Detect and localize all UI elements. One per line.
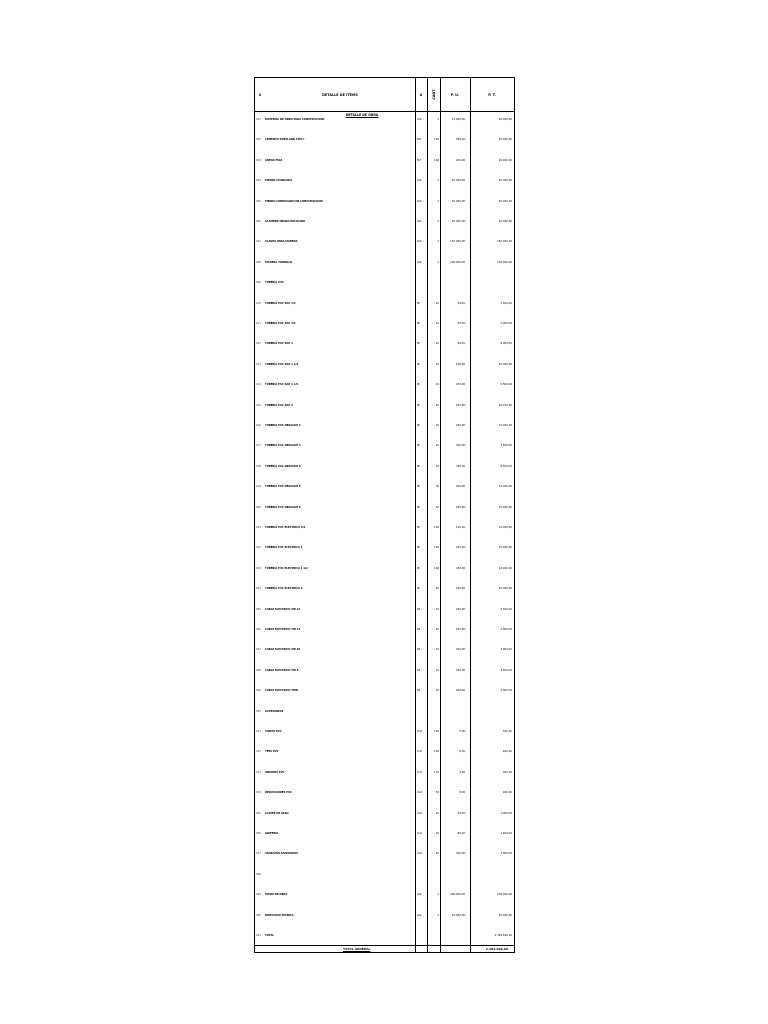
row-unit-price: 150,00 [455, 546, 465, 550]
row-description: ALAMBRE NEGRO RECOCIDO [265, 220, 306, 223]
row-amount: 12.000,00 [498, 526, 512, 529]
row-quantity: 20 [435, 811, 439, 815]
row-description: MATERIAL DE OBRA PARA CONSTRUCCION [265, 118, 325, 121]
row-unit-price: 450,00 [455, 505, 465, 509]
row-unit: Glb [417, 118, 422, 121]
row-unit: Rll [417, 607, 421, 611]
row-unit: M3 [417, 158, 421, 162]
row-number: 011 [256, 322, 261, 325]
row-unit-price: 30.000,00 [451, 199, 465, 203]
table-row [255, 812, 514, 815]
row-description: ACCESORIOS [265, 709, 284, 713]
row-number: 028 [256, 668, 261, 672]
row-unit: Und [417, 832, 423, 835]
row-description: LLAVES DE PASO [265, 811, 289, 815]
row-unit: Ml [417, 566, 420, 570]
row-quantity: 20 [435, 464, 439, 468]
row-quantity: 10 [435, 383, 439, 387]
row-number: 022 [256, 546, 261, 550]
row-unit: Ml [417, 424, 420, 427]
row-amount: 10.000,00 [498, 362, 512, 366]
row-unit-price: 180,00 [455, 566, 465, 570]
row-description: CLAVOS PARA MADERA [265, 240, 298, 244]
row-unit: Ml [417, 362, 420, 366]
row-description: TUBERIA PVC ELECTRICA 1 [265, 546, 303, 550]
row-quantity: 1 [437, 240, 439, 244]
row-number: 012 [256, 342, 261, 346]
row-amount: 20.000,00 [498, 158, 512, 162]
table-row [255, 730, 514, 733]
table-row [255, 179, 514, 182]
row-amount: 38.000,00 [498, 138, 512, 142]
table-row [255, 444, 514, 447]
row-description: FIERRO CORRUGADO DE CONSTRUCCION [265, 199, 323, 203]
row-unit-price: 350,00 [455, 668, 465, 672]
row-quantity: 50 [435, 791, 439, 795]
row-amount: 12.400,00 [498, 485, 512, 489]
row-quantity: 20 [435, 444, 439, 448]
row-description: TUBERIA PVC SAP 1/2 [265, 301, 296, 305]
row-amount: 2.500,00 [500, 607, 512, 611]
row-unit-price: 380,00 [455, 138, 465, 142]
row-quantity: 100 [434, 546, 439, 550]
row-unit-price: 50.000,00 [451, 913, 465, 917]
row-description: TEES PVC [265, 750, 279, 754]
table-row [255, 363, 514, 366]
row-unit: Ml [417, 403, 420, 407]
row-amount: 1.000,00 [500, 811, 512, 815]
row-quantity: 1 [437, 179, 439, 183]
table-row [255, 261, 514, 264]
row-quantity: 10 [435, 322, 439, 325]
row-number: 039 [256, 893, 261, 897]
row-amount: 500,00 [502, 730, 512, 733]
table-row [255, 281, 514, 284]
row-unit: Glb [417, 260, 422, 264]
column-divider [440, 78, 441, 952]
row-number: 009 [256, 281, 261, 285]
row-quantity: 10 [435, 689, 439, 693]
row-quantity: 10 [435, 403, 439, 407]
row-unit: Rll [417, 648, 421, 652]
row-unit-price: 300,00 [455, 648, 465, 652]
row-quantity: 10 [435, 668, 439, 672]
table-row [255, 710, 514, 713]
row-amount: 100.000,00 [497, 260, 512, 264]
row-number: 018 [256, 464, 261, 468]
table-row [255, 832, 514, 835]
row-amount: 30.000,00 [498, 199, 512, 203]
row-unit-price: 5,00 [459, 730, 465, 733]
header-unit: U [419, 92, 423, 97]
table-row [255, 587, 514, 590]
row-unit: Ml [417, 587, 420, 591]
row-number: 026 [256, 628, 261, 631]
table-row [255, 771, 514, 774]
footer-total: 2.384.690,00 [485, 947, 508, 951]
column-divider [415, 78, 416, 952]
row-quantity: 1 [437, 199, 439, 203]
row-unit-price: 50,00 [457, 301, 465, 305]
row-amount: 1.600,00 [500, 832, 512, 835]
column-divider [427, 78, 428, 952]
row-amount: 600,00 [502, 750, 512, 754]
row-number: 014 [256, 383, 261, 387]
row-number: 035 [256, 811, 261, 815]
row-unit: Ml [417, 342, 420, 346]
table-footer [255, 945, 514, 952]
table-row [255, 424, 514, 427]
row-unit: Glb [417, 179, 422, 183]
table-row [255, 485, 514, 488]
row-number: 010 [256, 301, 261, 305]
row-number: 002 [256, 138, 261, 142]
row-unit-price: 300,00 [455, 444, 465, 448]
row-unit: Und [417, 811, 423, 815]
table-row [255, 383, 514, 386]
row-unit-price: 200,00 [455, 628, 465, 631]
table-row [255, 934, 514, 937]
row-number: 027 [256, 648, 261, 652]
row-unit-price: 400,00 [455, 485, 465, 489]
row-amount: 10.000,00 [498, 587, 512, 591]
row-description: CABLE ELECTRICO TW 12 [265, 607, 301, 611]
row-quantity: 10 [435, 301, 439, 305]
row-description: CEMENTO PORTLAND TIPO I [265, 138, 305, 142]
header-qty: CANT [431, 89, 436, 100]
row-description: CABLE ELECTRICO TW 14 [265, 628, 301, 631]
row-unit: Glb [417, 220, 422, 223]
row-number: 031 [256, 730, 261, 733]
row-number: 003 [256, 158, 261, 162]
row-description: UNIONES PVC [265, 770, 285, 774]
row-number: 016 [256, 424, 261, 427]
row-unit-price: 200,00 [455, 587, 465, 591]
row-unit: Und [417, 770, 423, 774]
row-unit-price: 6,00 [459, 750, 465, 754]
row-description: TUBERIA PVC DESAGUE 3 [265, 444, 301, 448]
row-description: TUBERIA PVC DESAGUE 4 [265, 464, 301, 468]
row-number: 021 [256, 526, 261, 529]
row-description: TUBERIA PVC SAP 3/4 [265, 322, 296, 325]
table-row [255, 118, 514, 121]
row-number: 029 [256, 689, 261, 693]
row-unit: Glb [417, 199, 422, 203]
table-row [255, 240, 514, 243]
row-number: 015 [256, 403, 261, 407]
row-description: TUBERIA PVC DESAGUE 6 [265, 485, 301, 489]
row-description: TUBERIA PVC SAP 1 [265, 342, 293, 346]
row-unit-price: 150.000,00 [450, 240, 465, 244]
row-unit: Ml [417, 485, 420, 489]
row-unit: Rll [417, 668, 421, 672]
row-unit: Ml [417, 526, 420, 529]
row-unit: Glb [417, 240, 422, 244]
table-row [255, 322, 514, 325]
row-number: 033 [256, 770, 261, 774]
row-amount: 20.000,00 [498, 220, 512, 223]
table-row [255, 465, 514, 468]
row-quantity: 100 [434, 158, 439, 162]
row-description: TUBERIA PVC SAP 1 1/2 [265, 383, 299, 387]
row-description: ARENA FINA [265, 158, 283, 162]
row-number: 017 [256, 444, 261, 448]
table-row [255, 648, 514, 651]
row-unit: Ml [417, 546, 420, 550]
table-row [255, 526, 514, 529]
row-number: 025 [256, 607, 261, 611]
table-row [255, 852, 514, 855]
row-unit-price: 8,00 [459, 791, 465, 795]
row-description: TUBERIA PVC DESAGUE 8 [265, 505, 301, 509]
row-quantity: 30 [435, 505, 439, 509]
row-amount: 400,00 [502, 791, 512, 795]
footer-label: TOTAL GENERAL [343, 947, 371, 951]
row-description: TUBERIA PVC [265, 281, 284, 285]
row-amount: 20.000,00 [498, 179, 512, 183]
row-amount: 8.000,00 [500, 342, 512, 346]
row-unit: Und [417, 791, 423, 795]
table-row [255, 750, 514, 753]
row-number: 005 [256, 199, 261, 203]
header-description: DETALLE DE ITEMS [322, 92, 358, 97]
row-number: 007 [256, 240, 261, 244]
table-header [255, 78, 514, 112]
row-amount: 5.500,00 [500, 383, 512, 387]
row-quantity: 1 [437, 260, 439, 264]
row-description: CABLE ELECTRICO TW 8 [265, 668, 299, 672]
budget-sheet [254, 77, 515, 953]
row-description: DIRECCION TECNICA [265, 913, 294, 917]
column-divider [470, 78, 471, 952]
row-quantity: 10 [435, 342, 439, 346]
row-unit: Ml [417, 505, 420, 509]
table-row [255, 159, 514, 162]
table-row [255, 302, 514, 305]
row-amount: 25.700,00 [498, 403, 512, 407]
row-amount: 3.000,00 [500, 852, 512, 856]
row-amount: 12.000,00 [498, 424, 512, 427]
row-unit: Und [417, 730, 423, 733]
row-unit: Glb [417, 913, 422, 917]
row-unit-price: 300,00 [455, 852, 465, 856]
row-description: CABLE ELECTRICO TW 10 [265, 648, 301, 652]
row-number: 020 [256, 505, 261, 509]
row-amount: 3.650,00 [500, 444, 512, 448]
row-number: 023 [256, 566, 261, 570]
row-number: 032 [256, 750, 261, 754]
row-number: 001 [256, 118, 261, 121]
row-description: CODOS PVC [265, 730, 282, 733]
row-quantity: 20 [435, 832, 439, 835]
row-description: APARATOS SANITARIOS [265, 852, 298, 856]
row-unit: Und [417, 750, 423, 754]
table-row [255, 914, 514, 917]
table-row [255, 506, 514, 509]
row-amount: 2.000,00 [500, 628, 512, 631]
row-quantity: 10 [435, 628, 439, 631]
table-row [255, 689, 514, 692]
row-amount: 15.000,00 [498, 546, 512, 550]
row-quantity: 1 [437, 220, 439, 223]
row-quantity: 100 [434, 730, 439, 733]
row-amount: 200.000,00 [497, 893, 512, 897]
row-quantity: 1 [437, 893, 439, 897]
row-unit-price: 100,00 [455, 362, 465, 366]
header-no: # [258, 92, 262, 97]
row-amount: 4.000,00 [500, 689, 512, 693]
row-quantity: 100 [434, 138, 439, 142]
row-number: 030 [256, 709, 261, 713]
row-description: TUBERIA PVC ELECTRICA 1 1/2 [265, 566, 308, 570]
row-amount: 5.000,00 [500, 322, 512, 325]
row-unit: Ml [417, 464, 420, 468]
row-number: 036 [256, 832, 261, 835]
row-quantity: 1 [437, 913, 439, 917]
row-unit: Ml [417, 301, 420, 305]
row-unit-price: 80,00 [457, 832, 465, 835]
header-amount: P. T. [488, 92, 496, 97]
row-unit-price: 250,00 [455, 607, 465, 611]
row-amount: 18.000,00 [498, 566, 512, 570]
row-quantity: 1 [437, 118, 439, 121]
row-number: 024 [256, 587, 261, 591]
row-quantity: 20 [435, 424, 439, 427]
row-amount: 3.500,00 [500, 668, 512, 672]
section-title: DETALLE DE OBRA [345, 113, 379, 117]
row-description: TUBERIA PVC SAP 2 [265, 403, 293, 407]
row-amount: 50.000,00 [498, 118, 512, 121]
row-quantity: 10 [435, 648, 439, 652]
row-number: 037 [256, 852, 261, 856]
row-number: 040 [256, 913, 261, 917]
row-quantity: 50 [435, 587, 439, 591]
row-description: REDUCCIONES PVC [265, 791, 292, 795]
row-unit: Ml [417, 444, 420, 448]
table-row [255, 628, 514, 631]
row-unit: Rll [417, 628, 421, 631]
row-quantity: 100 [434, 566, 439, 570]
table-row [255, 220, 514, 223]
table-row [255, 138, 514, 141]
row-quantity: 100 [434, 526, 439, 529]
row-number: 019 [256, 485, 261, 489]
table-row [255, 404, 514, 407]
row-quantity: 10 [435, 362, 439, 366]
row-description: TUBERIA PVC ELECTRICA 2 [265, 587, 303, 591]
table-row [255, 669, 514, 672]
row-unit-price: 20.000,00 [451, 179, 465, 183]
row-number: 006 [256, 220, 261, 223]
row-number: 041 [256, 934, 261, 937]
row-unit-price: 120,00 [455, 526, 465, 529]
row-number: 004 [256, 179, 261, 183]
row-number: 034 [256, 791, 261, 795]
row-amount: 50.000,00 [498, 913, 512, 917]
row-amount: 1.500,00 [500, 301, 512, 305]
row-unit-price: 200,00 [455, 158, 465, 162]
table-row [255, 200, 514, 203]
row-number: 008 [256, 260, 261, 264]
row-unit: Ml [417, 383, 420, 387]
row-unit-price: 50,00 [457, 811, 465, 815]
row-quantity: 30 [435, 485, 439, 489]
row-quantity: 10 [435, 852, 439, 856]
table-row [255, 567, 514, 570]
header-price: P. U. [450, 92, 460, 97]
row-unit-price: 25.000,00 [451, 118, 465, 121]
row-unit: Glb [417, 893, 422, 897]
row-description: CABLE ELECTRICO THW [265, 689, 298, 693]
table-row [255, 791, 514, 794]
row-amount: 15.000,00 [498, 505, 512, 509]
row-description: TOTAL [265, 934, 274, 937]
row-unit: Und [417, 852, 423, 856]
row-unit: Rll [417, 689, 421, 693]
row-description: MANO DE OBRA [265, 893, 288, 897]
row-unit-price: 250,00 [455, 424, 465, 427]
row-description: GRIFERIA [265, 832, 279, 835]
row-quantity: 100 [434, 770, 439, 774]
row-number: 038 [256, 872, 261, 876]
row-unit-price: 100.000,00 [450, 260, 465, 264]
row-description: PIEDRA CHANCADA [265, 179, 293, 183]
row-amount: 400,00 [502, 770, 512, 774]
table-row [255, 342, 514, 345]
row-number: 013 [256, 362, 261, 366]
row-unit-price: 60,00 [457, 322, 465, 325]
row-description: TUBERIA PVC SAP 1 1/4 [265, 362, 299, 366]
row-amount: 2.384.690,00 [494, 934, 512, 937]
row-unit-price: 200.000,00 [450, 893, 465, 897]
row-unit-price: 80,00 [457, 342, 465, 346]
row-unit-price: 20.000,00 [451, 220, 465, 223]
row-amount: 3.000,00 [500, 648, 512, 652]
row-unit-price: 350,00 [455, 464, 465, 468]
row-unit: Ml [417, 322, 420, 325]
row-description: MADERA TORNILLO [265, 260, 293, 264]
table-row [255, 873, 514, 876]
row-description: TUBERIA PVC DESAGUE 2 [265, 424, 301, 427]
row-unit: Bls [417, 138, 421, 142]
row-unit-price: 150,00 [455, 383, 465, 387]
row-amount: 9.850,00 [500, 464, 512, 468]
table-row [255, 893, 514, 896]
row-unit-price: 400,00 [455, 689, 465, 693]
row-quantity: 100 [434, 750, 439, 754]
row-unit-price: 4,00 [459, 770, 465, 774]
table-row [255, 608, 514, 611]
row-quantity: 10 [435, 607, 439, 611]
row-amount: 150.000,00 [497, 240, 512, 244]
table-row [255, 546, 514, 549]
row-unit-price: 200,00 [455, 403, 465, 407]
row-description: TUBERIA PVC ELECTRICA 3/4 [265, 526, 306, 529]
